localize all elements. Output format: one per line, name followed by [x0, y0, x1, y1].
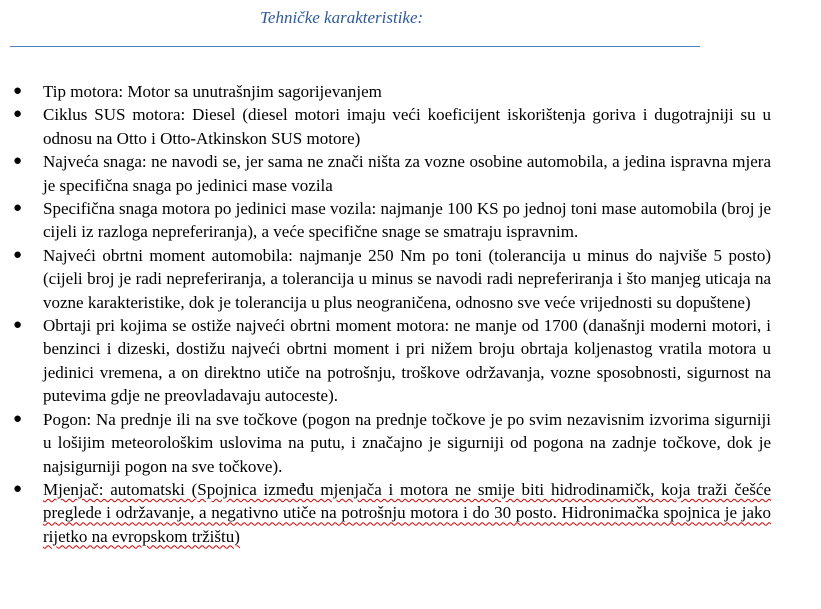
list-item	[0, 197, 771, 244]
list-item	[0, 408, 771, 478]
list-item	[0, 314, 771, 408]
bullet-icon: ●	[13, 246, 23, 263]
list-item	[0, 103, 771, 150]
list-item	[0, 478, 771, 548]
list-item-text: Pogon: Na prednje ili na sve točkove (pogon na prednje točkove je po svim nezavisnim izvorima sigurniji u lošijim meteorološkim uslovima na putu, i značajno je sigurniji od pogona na zadnje točkove, dok je najsigurniji pogon na sve točkove).	[43, 409, 771, 476]
bullet-icon: ●	[13, 317, 23, 334]
list-item	[0, 80, 771, 103]
list-item	[0, 150, 771, 197]
characteristics-list	[0, 80, 821, 548]
list-item-text: Ciklus SUS motora: Diesel (diesel motori imaju veći koeficijent iskorištenja goriva i dugotrajniji su u odnosu na Otto i Otto-Atkinskon SUS motore)	[43, 105, 771, 148]
bullet-icon: ●	[13, 106, 23, 123]
heading-underline-rule	[10, 46, 700, 47]
bullet-icon: ●	[13, 480, 23, 497]
list-item-text: Mjenjač: automatski (Spojnica između mjenjača i motora ne smije biti hidrodinamičk, koja traži češće preglede i održavanje, a negativno utiče na potrošnju motora i do 30 posto. Hidronimačka spojnica je jako rijetko na evropskom tržištu)	[43, 479, 771, 546]
bullet-icon: ●	[13, 153, 23, 170]
bullet-icon: ●	[13, 200, 23, 217]
list-item	[0, 244, 771, 314]
list-item-text: Tip motora: Motor sa unutrašnjim sagorijevanjem	[43, 82, 382, 101]
list-item-text: Najveća snaga: ne navodi se, jer sama ne znači ništa za vozne osobine automobila, a jedina ispravna mjera je specifična snaga po jedinici mase vozila	[43, 152, 771, 195]
document-heading: Tehničke karakteristike:	[260, 8, 424, 27]
list-item-text: Obrtaji pri kojima se ostiže najveći obrtni moment motora: ne manje od 1700 (današnji moderni motori, i benzinci i dizeski, dostižu najveći obrtni moment i pri nižem broju obrtaja koljenastog vratila motora u jedinici vremena, a on direktno utiče na potrošnju, troškove održavanja, vozne sposobnosti, sigurnost na putevima gdje ne preovladavaju autoceste).	[43, 316, 771, 406]
bullet-icon: ●	[13, 83, 23, 99]
bullet-icon: ●	[13, 410, 23, 427]
list-item-text: Najveći obrtni moment automobila: najmanje 250 Nm po toni (tolerancija u minus do najviše 5 posto) (cijeli broj je radi nepreferiranja, a tolerancija u minus se navodi radi nepreferiranja i što manjeg uticaja na vozne karakteristike, dok je tolerancija u plus neograničena, odnosno sve veće vrijednosti su dopuštene)	[43, 245, 771, 312]
list-item-text: Specifična snaga motora po jedinici mase vozila: najmanje 100 KS po jednoj toni mase automobila (broj je cijeli iz razloga nepreferiranja), a veće specifične snage se smatraju ispravnim.	[43, 199, 771, 242]
